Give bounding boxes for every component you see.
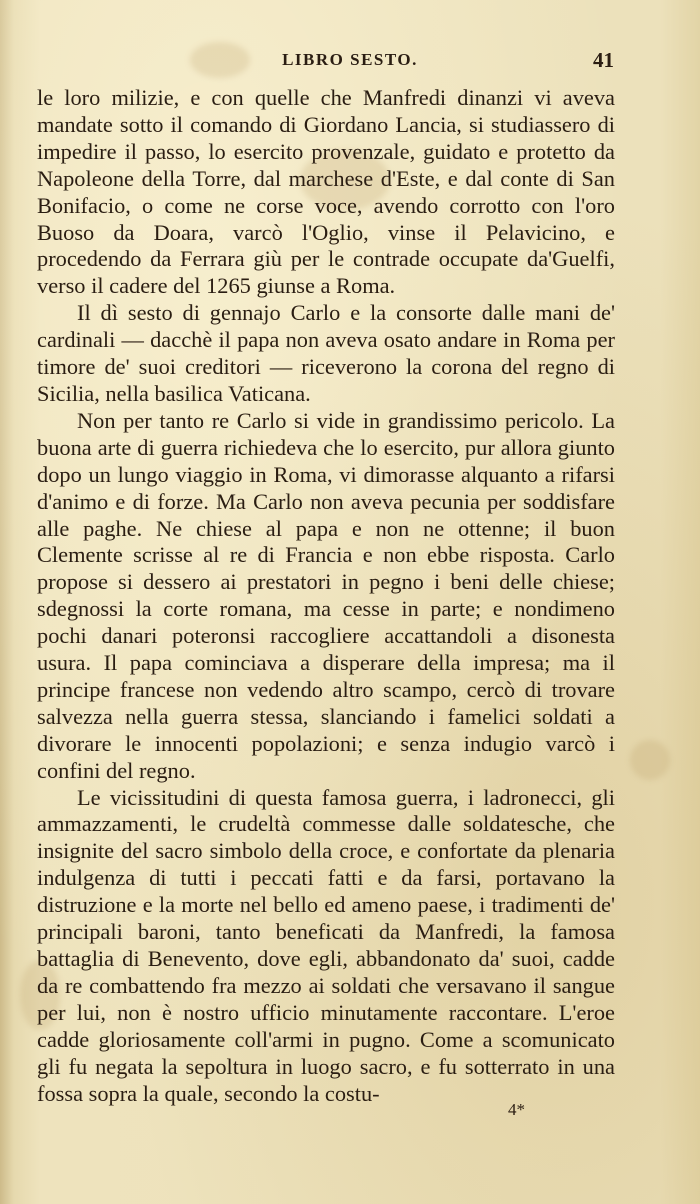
page-header (0, 48, 700, 78)
paragraph: Le vicissitudini di questa famosa guerra, i ladronecci, gli ammazzamenti, le crudeltà commesse dalle soldatesche, che insignite del sacro simbolo della croce, e confortate da plenaria indulgenza di tutti i peccati fatti e da farsi, portavano la distruzione e la morte nel bello ed ameno paese, i tradimenti de' principali baroni, tanto beneficati da Manfredi, la famosa battaglia di Benevento, dove egli, abbandonato da' suoi, cadde da re combattendo fra mezzo ai soldati che versavano il sangue per lui, non è nostro ufficio minutamente raccontare. L'eroe cadde gloriosamente coll'armi in pugno. Come a scomunicato gli fu negata la sepoltura in luogo sacro, e fu sotterrato in una fossa sopra la quale, secondo la costu- (37, 784, 615, 1106)
paragraph: Il dì sesto di gennajo Carlo e la consorte dalle mani de' cardinali — dacchè il papa non aveva osato andare in Roma per timore de' suoi creditori — riceverono la corona del regno di Sicilia, nella basilica Vaticana. (37, 300, 615, 406)
paper-stain (630, 740, 670, 780)
signature-mark: 4* (508, 1100, 525, 1119)
running-title: LIBRO SESTO. (282, 50, 418, 69)
body-text (37, 85, 615, 1107)
paragraph: le loro milizie, e con quelle che Manfredi dinanzi vi aveva mandate sotto il comando di Giordano Lancia, si studiassero di impedire il passo, lo esercito provenzale, guidato e protetto da Napoleone della Torre, dal marchese d'Este, e dal conte di San Bonifacio, o come ne corse voce, avendo corrotto con l'oro Buoso da Doara, varcò l'Oglio, vinse il Pelavicino, e procedendo da Ferrara giù per le contrade occupate da'Guelfi, verso il cadere del 1265 giunse a Roma. (37, 85, 615, 299)
paragraph: Non per tanto re Carlo si vide in grandissimo pericolo. La buona arte di guerra richiedeva che lo esercito, pur allora giunto dopo un lungo viaggio in Roma, vi dimorasse alquanto a rifarsi d'animo e di forze. Ma Carlo non aveva pecunia per soddisfare alle paghe. Ne chiese al papa e non ne ottenne; il buon Clemente scrisse al re di Francia e non ebbe risposta. Carlo propose si dessero ai prestatori in pegno i beni delle chiese; sdegnossi la corte romana, ma cesse in parte; e nondimeno pochi danari poteronsi raccogliere accattandoli a disonesta usura. Il papa cominciava a disperare della impresa; ma il principe francese non vedendo altro scampo, cercò di trovare salvezza nella guerra stessa, slanciando i famelici soldati a divorare le innocenti popolazioni; e senza indugio varcò i confini del regno. (37, 407, 615, 783)
page-number: 41 (593, 48, 614, 72)
